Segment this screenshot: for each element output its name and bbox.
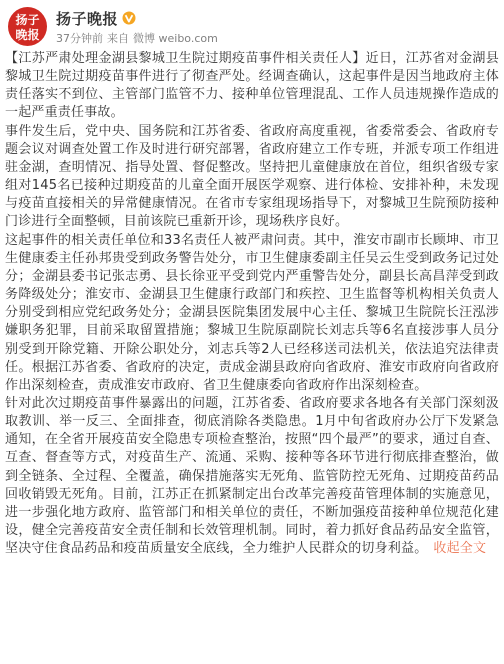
avatar-logo: [8, 7, 47, 46]
post-body: [5, 51, 499, 556]
post-paragraph: 这起事件的相关责任单位和33名责任人被严肃问责。其中，淮安市副市长顾坤、市卫生健康委主任孙邦贵受到政务警告处分，市卫生健康委副主任吴云生受到政务记过处分；金湖县委书记张志勇、县长徐亚平受到党内严重警告处分，副县长高昌萍受到政务降级处分；淮安市、金湖县卫生健康行政部门和疾控、卫生监督等机构相关负责人分别受到相应党纪政务处分；金湖县医院集团发展中心主任、黎城卫生院院长汪泓涉嫌职务犯罪，目前采取留置措施；黎城卫生院原副院长刘志兵等6名直接涉事人员分别受到开除党籍、开除公职处分，刘志兵等2人已经移送司法机关，依法追究法律责任。根据江苏省委、省政府的决定，责成金湖县政府向省政府、淮安市政府向省政府作出深刻检查，责成淮安市政府、省卫生健康委向省政府作出深刻检查。: [5, 232, 499, 393]
source-prefix: 来自: [107, 32, 129, 45]
topic-hashtag[interactable]: 【江苏严肃处理金湖县黎城卫生院过期疫苗事件相关责任人】: [5, 51, 366, 66]
verified-v-icon: [122, 11, 136, 25]
post-header: [56, 7, 494, 47]
post-paragraph: 事件发生后，党中央、国务院和江苏省委、省政府高度重视，省委常委会、省政府专题会议对调查处置工作及时进行研究部署，省政府建立工作专班，并派专项工作组进驻金湖，查明情况、指导处置、督促整改。坚持把儿童健康放在首位，组织省级专家组对145名已接种过期疫苗的儿童全面开展医学观察、进行体检、安排补种，未发现与疫苗直接相关的异常健康情况。在省市专家组现场指导下，对黎城卫生院预防接种门诊进行全面整顿，目前该院已重新开诊，现场秩序良好。: [5, 123, 499, 230]
post-source[interactable]: 微博 weibo.com: [133, 32, 218, 45]
avatar-text-line1: 扬子: [15, 13, 40, 27]
avatar[interactable]: [8, 7, 47, 46]
post-paragraph: 针对此次过期疫苗事件暴露出的问题，江苏省委、省政府要求各地各有关部门深刻汲取教训、举一反三、全面排查，彻底消除各类隐患。1月中旬省政府办公厅下发紧急通知，在全省开展疫苗安全隐患专项检查整治，按照“四个最严”的要求，通过自查、互查、督查等方式，对疫苗生产、流通、采购、接种等各环节进行彻底排查整治，做到全链条、全过程、全覆盖，确保措施落实无死角、监管防控无死角、过期疫苗药品回收销毁无死角。目前，江苏正在抓紧制定出台改革完善疫苗管理体制的实施意见，进一步强化地方政府、监管部门和相关单位的责任，不断加强疫苗接种单位规范化建设，健全完善疫苗安全责任制和长效管理机制。同时，着力抓好食品药品安全监管，坚决守住食品药品和疫苗质量安全底线，全力维护人民群众的切身利益。: [5, 395, 499, 557]
post-content: [5, 50, 499, 558]
avatar-text-line2: 晚报: [15, 28, 40, 42]
post-meta: [56, 29, 494, 47]
post-paragraph: 近日，江苏省对金湖县黎城卫生院过期疫苗事件进行了彻查严处。经调查确认，这起事件是因当地政府主体责任落实不到位、主管部门监管不力、接种单位管理混乱、工作人员违规操作造成的一起严重责任事故。: [5, 51, 499, 121]
name-row: [56, 7, 494, 29]
collapse-text-link[interactable]: 收起全文: [433, 541, 487, 557]
post-time[interactable]: 37分钟前: [56, 32, 103, 45]
account-name[interactable]: 扬子晚报: [56, 9, 119, 28]
